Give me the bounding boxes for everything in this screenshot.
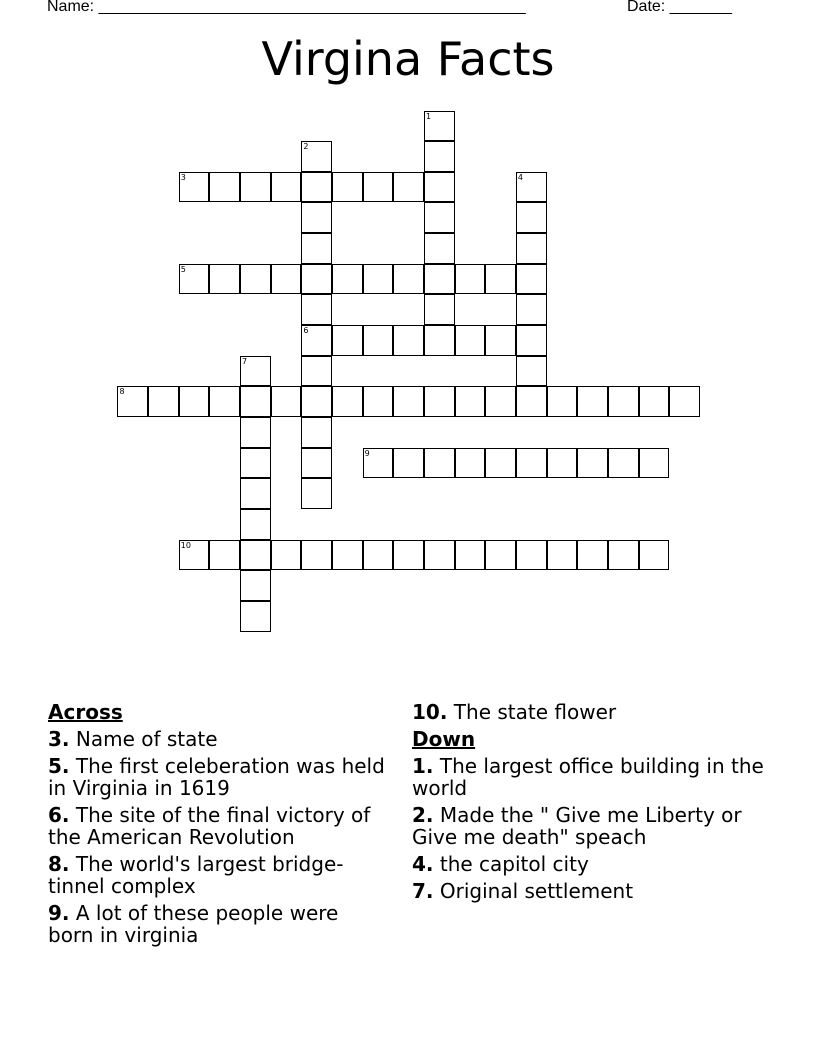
crossword-cell[interactable] <box>301 294 332 325</box>
crossword-cell[interactable] <box>301 478 332 509</box>
crossword-cell[interactable] <box>393 325 424 356</box>
crossword-cell[interactable] <box>455 540 486 571</box>
crossword-cell[interactable] <box>209 386 240 417</box>
crossword-cell[interactable] <box>516 325 547 356</box>
clue-text: Original settlement <box>433 879 634 903</box>
crossword-cell[interactable] <box>240 509 271 540</box>
clue-number: 6. <box>48 803 70 827</box>
crossword-cell[interactable] <box>424 111 455 142</box>
clue-text: Name of state <box>69 727 218 751</box>
crossword-cell[interactable] <box>639 386 670 417</box>
page-title: Virgina Facts <box>261 32 555 86</box>
crossword-cell[interactable] <box>516 448 547 479</box>
crossword-cell[interactable] <box>516 202 547 233</box>
crossword-cell[interactable] <box>455 386 486 417</box>
crossword-cell[interactable] <box>424 172 455 203</box>
cell-number: 10 <box>180 540 191 550</box>
crossword-cell[interactable] <box>117 386 148 417</box>
clue-number: 2. <box>412 803 434 827</box>
clue-text: The largest office building in the world <box>412 754 764 800</box>
cell-number: 7 <box>242 356 248 366</box>
cell-number: 1 <box>425 111 432 121</box>
down-clue <box>412 880 772 902</box>
clue-text: Made the " Give me Liberty or Give me death" speach <box>412 803 742 849</box>
crossword-cell[interactable] <box>455 325 486 356</box>
down-clue <box>412 755 772 799</box>
crossword-cell[interactable] <box>209 172 240 203</box>
clue-number: 8. <box>48 852 70 876</box>
crossword-cell[interactable] <box>209 540 240 571</box>
crossword-cell[interactable] <box>424 294 455 325</box>
crossword-cell[interactable] <box>516 233 547 264</box>
across-clue <box>48 755 388 799</box>
crossword-cell[interactable] <box>516 172 547 203</box>
crossword-cell[interactable] <box>516 386 547 417</box>
crossword-cell[interactable] <box>547 386 578 417</box>
crossword-cell[interactable] <box>332 325 363 356</box>
crossword-cell[interactable] <box>363 325 394 356</box>
crossword-cell[interactable] <box>424 386 455 417</box>
crossword-cell[interactable] <box>240 356 271 387</box>
crossword-cell[interactable] <box>363 172 394 203</box>
across-clue <box>48 804 388 848</box>
clues-left-column <box>48 701 388 951</box>
crossword-cell[interactable] <box>301 448 332 479</box>
crossword-cell[interactable] <box>424 233 455 264</box>
crossword-cell[interactable] <box>608 386 639 417</box>
crossword-cell[interactable] <box>240 601 271 632</box>
crossword-cell[interactable] <box>332 386 363 417</box>
clue-number: 9. <box>48 901 70 925</box>
crossword-cell[interactable] <box>363 448 394 479</box>
crossword-cell[interactable] <box>455 448 486 479</box>
crossword-cell[interactable] <box>301 356 332 387</box>
crossword-cell[interactable] <box>332 172 363 203</box>
down-heading: Down <box>412 727 476 751</box>
crossword-cell[interactable] <box>516 356 547 387</box>
crossword-cell[interactable] <box>301 264 332 295</box>
crossword-cell[interactable] <box>393 448 424 479</box>
crossword-cell[interactable] <box>301 233 332 264</box>
clues-right-column <box>412 701 772 907</box>
cell-number: 9 <box>364 448 370 458</box>
crossword-cell[interactable] <box>577 386 608 417</box>
clue-text: The world's largest bridge-tinnel complex <box>48 852 344 898</box>
date-field[interactable]: Date: _______ <box>627 0 732 15</box>
cell-number: 6 <box>303 326 309 336</box>
crossword-cell[interactable] <box>240 264 271 295</box>
crossword-cell[interactable] <box>240 448 271 479</box>
cell-number: 4 <box>517 172 523 182</box>
down-clue <box>412 804 772 848</box>
crossword-cell[interactable] <box>485 448 516 479</box>
crossword-cell[interactable] <box>301 417 332 448</box>
down-clue <box>412 853 772 875</box>
crossword-cell[interactable] <box>363 540 394 571</box>
crossword-cell[interactable] <box>608 540 639 571</box>
crossword-cell[interactable] <box>240 478 271 509</box>
clue-text: The first celeberation was held in Virginia in 1619 <box>48 754 385 800</box>
crossword-cell[interactable] <box>485 325 516 356</box>
crossword-cell[interactable] <box>424 264 455 295</box>
clue-number: 1. <box>412 754 434 778</box>
crossword-cell[interactable] <box>608 448 639 479</box>
crossword-cell[interactable] <box>240 172 271 203</box>
crossword-cell[interactable] <box>240 417 271 448</box>
crossword-cell[interactable] <box>148 386 179 417</box>
across-heading: Across <box>48 700 123 724</box>
cell-number: 8 <box>119 387 125 397</box>
crossword-cell[interactable] <box>455 264 486 295</box>
crossword-cell[interactable] <box>363 386 394 417</box>
crossword-cell[interactable] <box>301 386 332 417</box>
clue-number: 7. <box>412 879 434 903</box>
crossword-cell[interactable] <box>179 540 210 571</box>
crossword-cell[interactable] <box>393 264 424 295</box>
crossword-cell[interactable] <box>240 570 271 601</box>
crossword-cell[interactable] <box>516 540 547 571</box>
clue-text: A lot of these people were born in virginia <box>48 901 339 947</box>
cell-number: 5 <box>180 264 186 274</box>
clue-text: The site of the final victory of the American Revolution <box>48 803 371 849</box>
crossword-cell[interactable] <box>516 264 547 295</box>
crossword-cell[interactable] <box>301 540 332 571</box>
crossword-cell[interactable] <box>424 540 455 571</box>
crossword-cell[interactable] <box>179 386 210 417</box>
crossword-cell[interactable] <box>485 540 516 571</box>
crossword-cell[interactable] <box>669 386 700 417</box>
crossword-cell[interactable] <box>577 540 608 571</box>
clue-number: 4. <box>412 852 434 876</box>
crossword-cell[interactable] <box>485 264 516 295</box>
crossword-cell[interactable] <box>577 448 608 479</box>
crossword-cell[interactable] <box>547 448 578 479</box>
crossword-cell[interactable] <box>639 448 670 479</box>
crossword-cell[interactable] <box>424 448 455 479</box>
clue-number: 5. <box>48 754 70 778</box>
cell-number: 2 <box>303 142 309 152</box>
crossword-cell[interactable] <box>424 325 455 356</box>
crossword-cell[interactable] <box>639 540 670 571</box>
clue-text: the capitol city <box>433 852 589 876</box>
name-field[interactable]: Name: ________________________________________________ <box>47 0 526 15</box>
crossword-cell[interactable] <box>516 294 547 325</box>
crossword-cell[interactable] <box>209 264 240 295</box>
across-clue <box>48 853 388 897</box>
crossword-cell[interactable] <box>332 264 363 295</box>
crossword-cell[interactable] <box>179 264 210 295</box>
crossword-cell[interactable] <box>179 172 210 203</box>
crossword-cell[interactable] <box>271 172 302 203</box>
crossword-cell[interactable] <box>424 202 455 233</box>
crossword-cell[interactable] <box>271 386 302 417</box>
crossword-cell[interactable] <box>547 540 578 571</box>
crossword-cell[interactable] <box>332 540 363 571</box>
crossword-cell[interactable] <box>240 540 271 571</box>
crossword-cell[interactable] <box>393 540 424 571</box>
crossword-cell[interactable] <box>363 264 394 295</box>
crossword-cell[interactable] <box>240 386 271 417</box>
crossword-cell[interactable] <box>485 386 516 417</box>
crossword-cell[interactable] <box>271 540 302 571</box>
crossword-cell[interactable] <box>393 172 424 203</box>
crossword-cell[interactable] <box>424 141 455 172</box>
across-clue <box>412 701 772 723</box>
crossword-cell[interactable] <box>301 325 332 356</box>
crossword-cell[interactable] <box>271 264 302 295</box>
clue-number: 10. <box>412 700 448 724</box>
crossword-cell[interactable] <box>301 202 332 233</box>
crossword-cell[interactable] <box>301 141 332 172</box>
clue-number: 3. <box>48 727 70 751</box>
crossword-cell[interactable] <box>301 172 332 203</box>
cell-number: 3 <box>180 172 186 182</box>
across-clue <box>48 902 388 946</box>
across-clue <box>48 728 388 750</box>
crossword-cell[interactable] <box>393 386 424 417</box>
clue-text: The state flower <box>447 700 617 724</box>
